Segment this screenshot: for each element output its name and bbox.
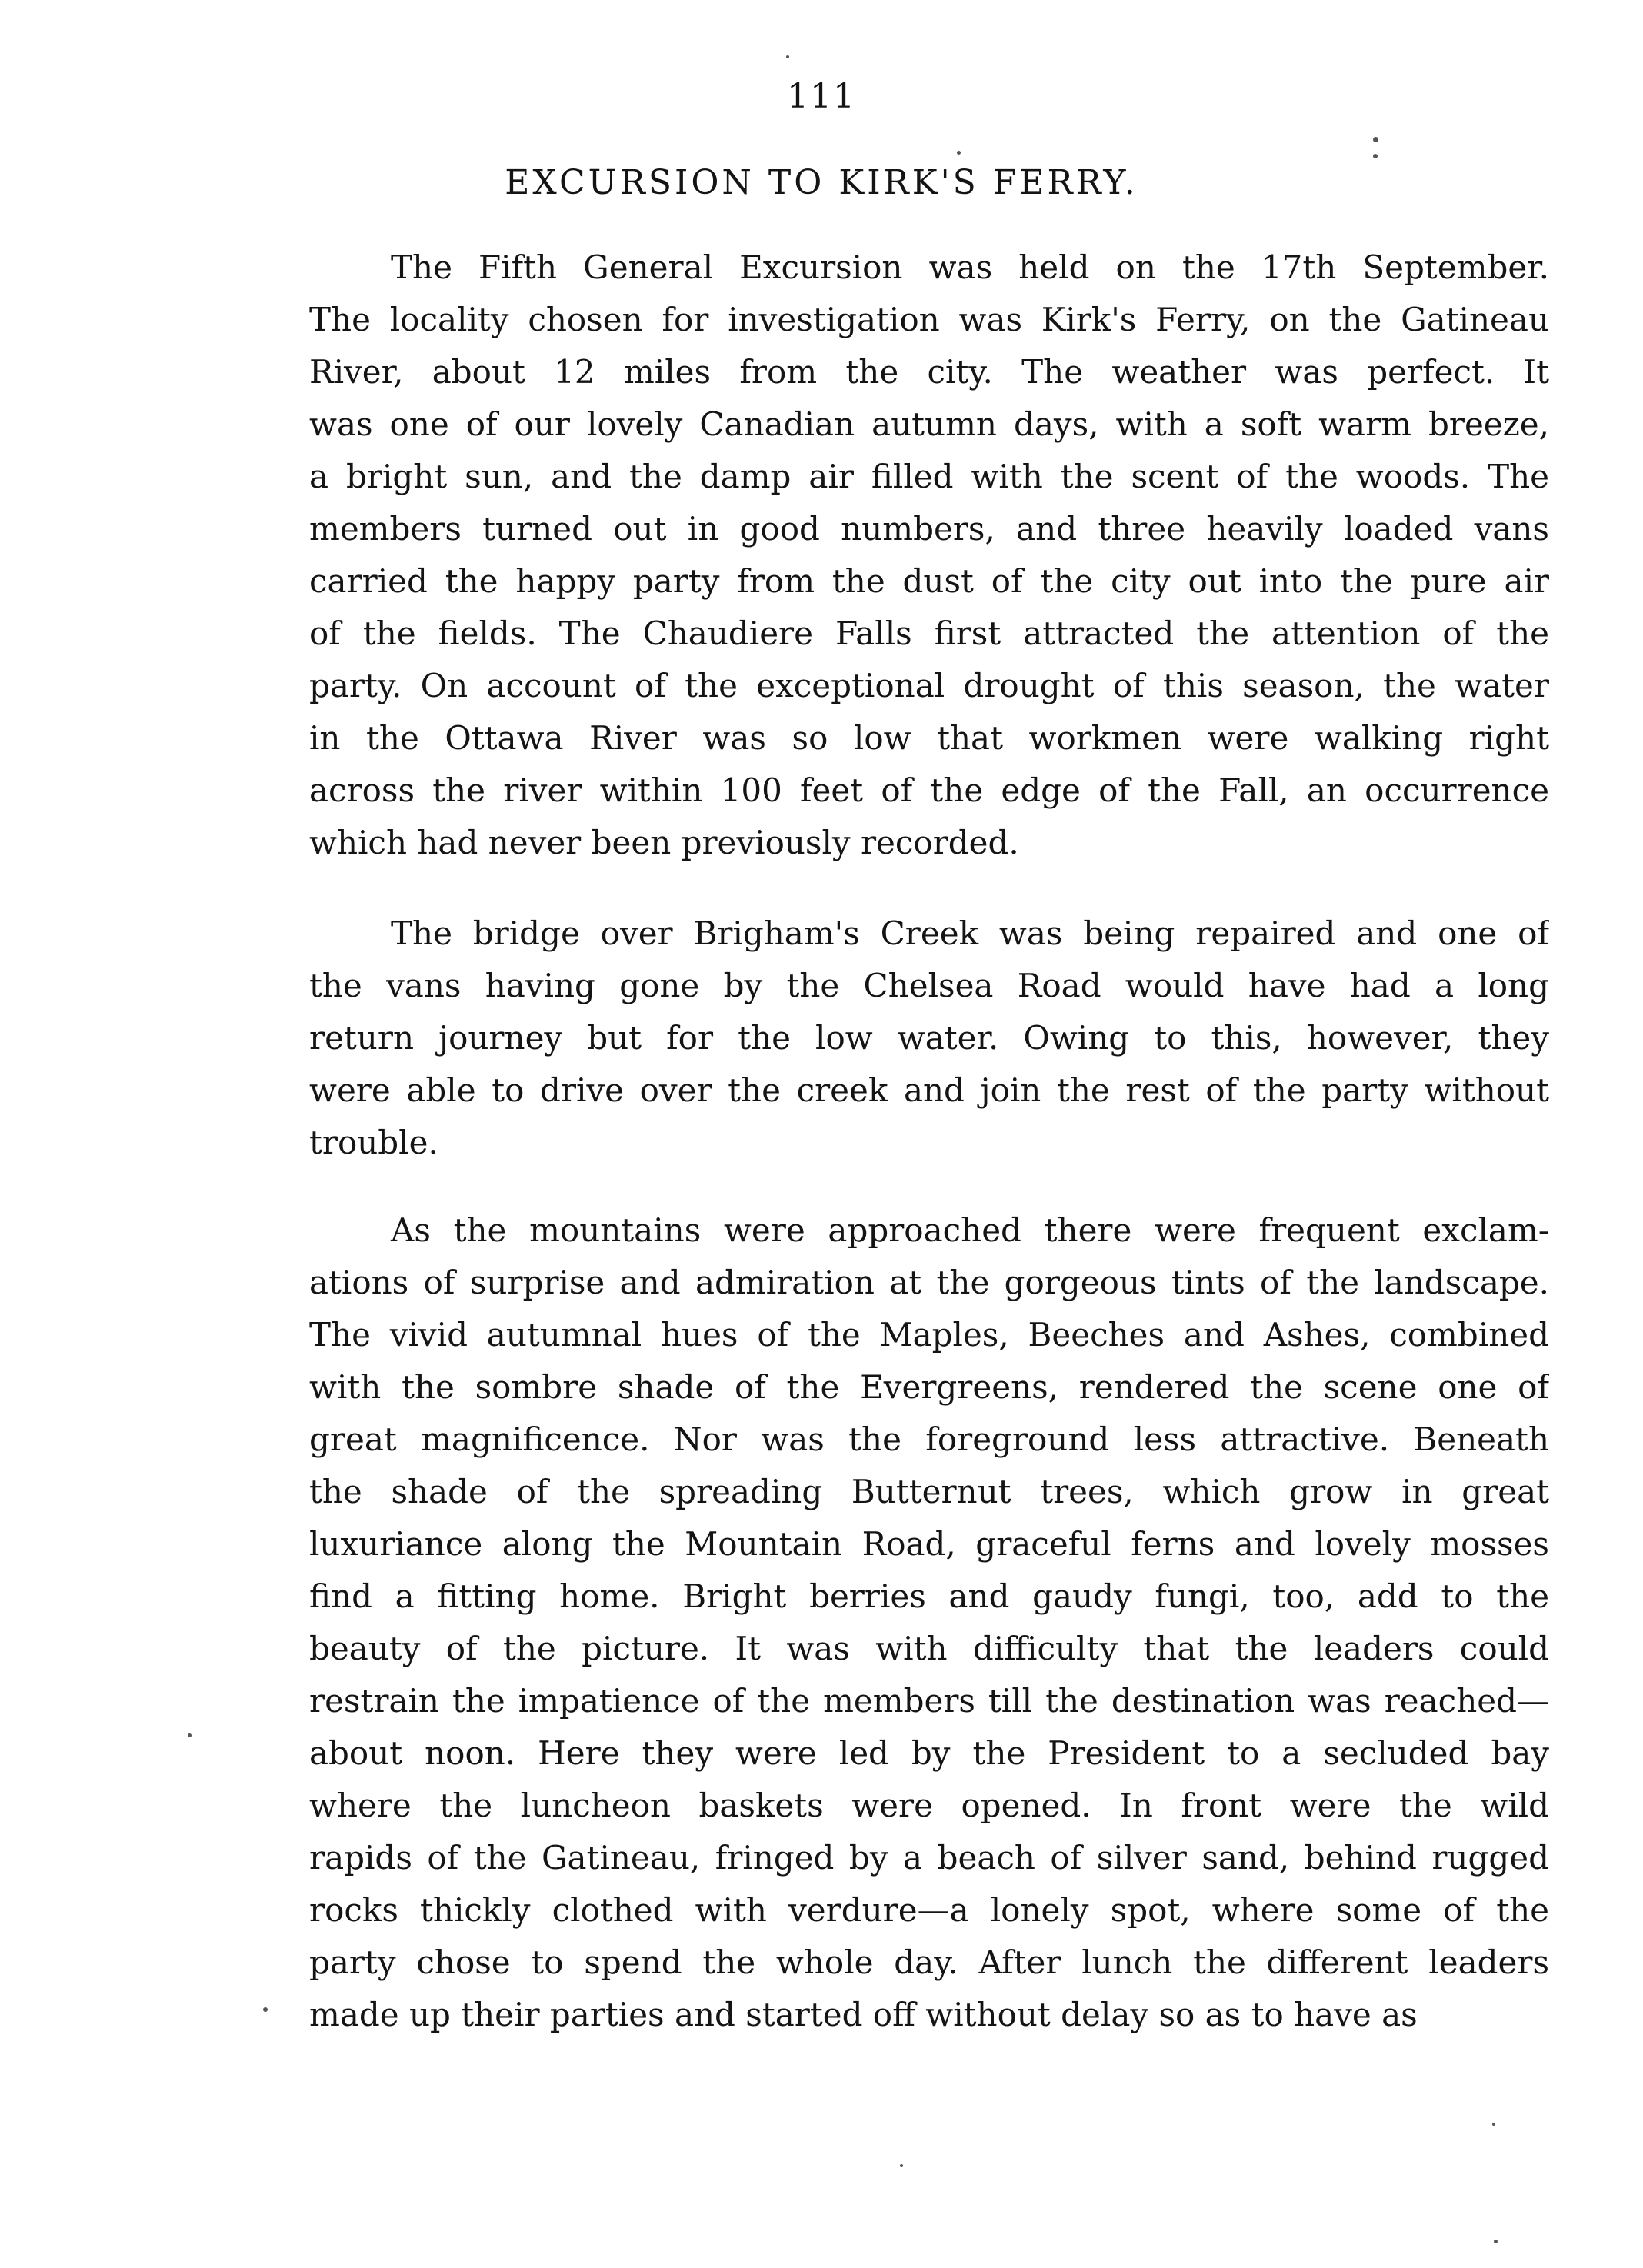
scan-speck: [900, 2164, 903, 2167]
text-line: great magnificence. Nor was the foreground less attractive. Beneath: [309, 1420, 1549, 1458]
page-title: EXCURSION TO KIRK'S FERRY.: [505, 163, 1138, 202]
text-line: of the fields. The Chaudiere Falls first attracted the attention of the: [309, 614, 1549, 652]
text-line: the shade of the spreading Butternut trees, which grow in great: [309, 1473, 1549, 1510]
text-line: party. On account of the exceptional drought of this season, the water: [309, 667, 1549, 704]
text-line: luxuriance along the Mountain Road, graceful ferns and lovely mosses: [309, 1525, 1549, 1563]
paragraph-3: [309, 1204, 1549, 2041]
text-line: return journey but for the low water. Owing to this, however, they: [309, 1019, 1549, 1057]
text-line: The bridge over Brigham's Creek was being repaired and one of: [391, 914, 1549, 952]
text-line: a bright sun, and the damp air filled with the scent of the woods. The: [309, 458, 1549, 495]
scan-speck: [263, 2007, 268, 2012]
text-line: The vivid autumnal hues of the Maples, Beeches and Ashes, combined: [309, 1316, 1549, 1354]
text-line: rapids of the Gatineau, fringed by a beach of silver sand, behind rugged: [309, 1839, 1549, 1877]
text-line: across the river within 100 feet of the edge of the Fall, an occurrence: [309, 771, 1549, 809]
scan-speck: [1492, 2123, 1495, 2126]
text-line: River, about 12 miles from the city. The weather was perfect. It: [309, 353, 1549, 391]
text-line: beauty of the picture. It was with difficulty that the leaders could: [309, 1630, 1549, 1667]
scan-speck: [786, 55, 789, 58]
text-line: rocks thickly clothed with verdure—a lonely spot, where some of the: [309, 1891, 1549, 1929]
text-line: party chose to spend the whole day. After lunch the different leaders: [309, 1943, 1549, 1981]
text-line: The locality chosen for investigation was Kirk's Ferry, on the Gatineau: [309, 301, 1549, 338]
text-line: with the sombre shade of the Evergreens, rendered the scene one of: [309, 1368, 1549, 1406]
text-line: ations of surprise and admiration at the gorgeous tints of the landscape.: [309, 1264, 1549, 1301]
text-line: restrain the impatience of the members till the destination was reached—: [309, 1682, 1549, 1720]
text-line: find a fitting home. Bright berries and gaudy fungi, too, add to the: [309, 1577, 1549, 1615]
text-line: was one of our lovely Canadian autumn days, with a soft warm breeze,: [309, 405, 1549, 443]
scan-speck: [1494, 2240, 1498, 2243]
text-line: which had never been previously recorded.: [309, 824, 1019, 861]
text-line: As the mountains were approached there were frequent exclam-: [391, 1211, 1549, 1249]
scan-speck: [1373, 154, 1378, 158]
text-line: the vans having gone by the Chelsea Road would have had a long: [309, 967, 1549, 1004]
text-line: were able to drive over the creek and join the rest of the party without: [309, 1071, 1549, 1109]
text-line: where the luncheon baskets were opened. In front were the wild: [309, 1787, 1549, 1824]
scan-speck: [1373, 137, 1378, 142]
paragraph-1: [309, 241, 1549, 869]
text-line: members turned out in good numbers, and three heavily loaded vans: [309, 510, 1549, 548]
text-line: about noon. Here they were led by the President to a secluded bay: [309, 1734, 1549, 1772]
paragraph-2: [309, 908, 1549, 1169]
text-line: trouble.: [309, 1124, 438, 1161]
scan-speck: [188, 1733, 192, 1737]
text-line: made up their parties and started off without delay so as to have as: [309, 1996, 1418, 2033]
scan-speck: [957, 151, 961, 155]
text-line: carried the happy party from the dust of the city out into the pure air: [309, 562, 1549, 600]
page-number: 111: [787, 77, 856, 116]
text-line: in the Ottawa River was so low that workmen were walking right: [309, 719, 1549, 757]
text-line: The Fifth General Excursion was held on the 17th September.: [391, 248, 1549, 286]
